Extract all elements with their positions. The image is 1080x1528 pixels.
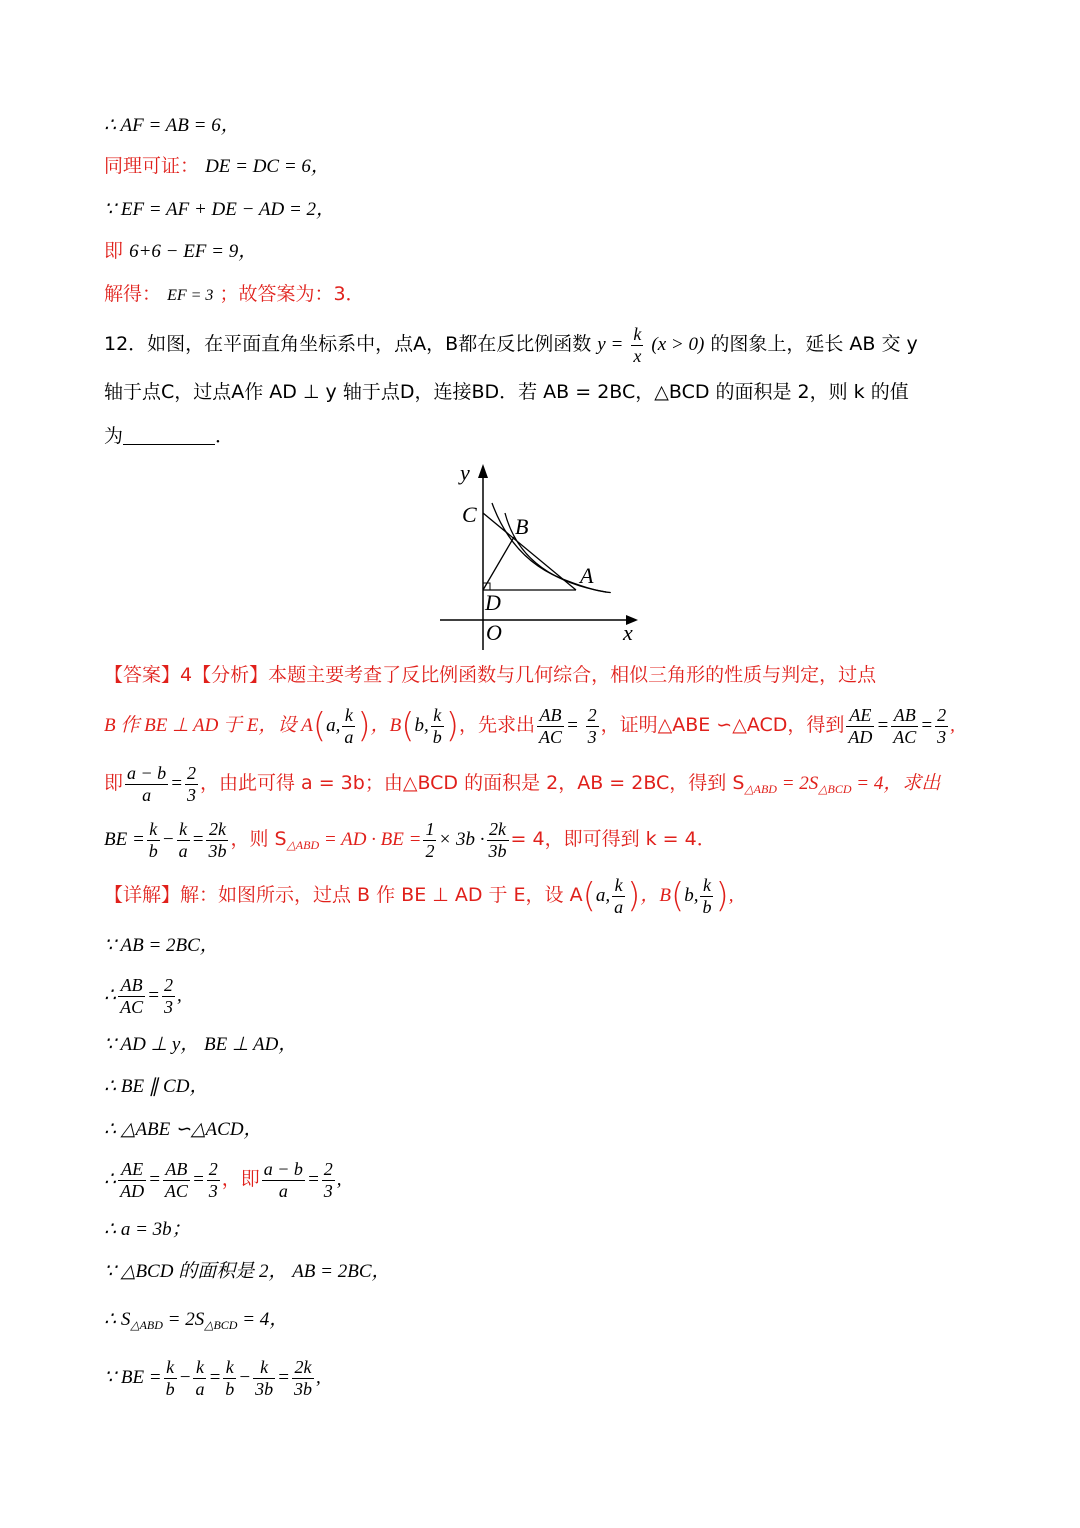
detail-step-10: ∵ BE = $\frac{k}{b}$ − $\frac{k}{a}$ = $\frac{k}{b}$ − $\frac{k}{3b}$ = $\frac{2k}{3b}$ , bbox=[104, 1356, 321, 1399]
math-expr: EF = 3 bbox=[167, 287, 214, 304]
solution-line-result bbox=[104, 285, 365, 304]
func-fraction bbox=[631, 324, 643, 366]
answer-blank bbox=[123, 426, 215, 445]
fraction-2-3-c: $\frac{2}{3}$ bbox=[187, 762, 196, 805]
numerator: k bbox=[633, 323, 642, 344]
detail-step-4: ∴ BE ∥ CD， bbox=[104, 1076, 209, 1097]
detail-step-6: ∴ $\frac{AE}{AD}$ = $\frac{AB}{AC}$ = $\frac{2}{3}$ ，即 $\frac{a - b}{a}$ = $\frac{2}{3}$ , bbox=[104, 1158, 342, 1201]
fraction-k-b: $\frac{k}{b}$ bbox=[432, 704, 442, 747]
d-label: D bbox=[485, 590, 501, 615]
answer-line-3: 即 $\frac{a - b}{a}$ = $\frac{2}{3}$ ，由此可得 a = 3b；由△BCD 的面积是 2，AB = 2BC，得到 $S_{\triangle ABD} = 2S_{\triangle BCD} = 4$，求出 bbox=[104, 762, 941, 805]
text-label: 即 bbox=[104, 240, 124, 262]
y-axis-arrow bbox=[478, 464, 488, 478]
question-text: 12．如图，在平面直角坐标系中，点A，B都在反比例函数 bbox=[104, 333, 592, 355]
detail-step-5: ∴ △ABE ∽△ACD， bbox=[104, 1119, 263, 1140]
fraction-k-a: $\frac{k}{a}$ bbox=[344, 704, 354, 747]
detail-step-1: ∵ AB = 2BC， bbox=[104, 935, 219, 956]
text-label: ；故答案为：3． bbox=[219, 283, 365, 305]
solution-line-af-ab: ∴ AF = AB = 6， bbox=[104, 115, 240, 136]
detail-line-1: 【详解】解：如图所示，过点 B 作 BE ⊥ AD 于 E，设 A(a, $\frac{k}{a}$ )，B(b, $\frac{k}{b}$ ), bbox=[104, 874, 734, 917]
line-cba bbox=[483, 513, 576, 590]
math-expr: B 作 BE ⊥ AD 于 E，设 A bbox=[104, 715, 313, 736]
x-label: x bbox=[623, 620, 633, 645]
question-text: 的图象上，延长 AB 交 y bbox=[710, 333, 918, 355]
denominator: x bbox=[633, 345, 642, 366]
fraction-2-3-b: $\frac{2}{3}$ bbox=[937, 704, 947, 747]
fraction-ab-ac-2: $\frac{AB}{AC}$ bbox=[893, 704, 917, 747]
question-text: ． bbox=[215, 425, 235, 447]
b-label: B bbox=[515, 514, 529, 539]
question-line-1 bbox=[104, 322, 918, 367]
text-label: 同理可证： bbox=[104, 155, 200, 177]
detail-step-3: ∵ AD ⊥ y， BE ⊥ AD， bbox=[104, 1034, 298, 1055]
question-line-2: 轴于点C，过点A作 AD ⊥ y 轴于点D，连接BD．若 AB = 2BC，△BCD 的面积是 2，则 k 的值 bbox=[104, 381, 909, 403]
detail-step-9: ∴ $S_{\triangle ABD} = 2S_{\triangle BCD} = 4$， bbox=[104, 1309, 289, 1332]
fraction-ae-ad: $\frac{AE}{AD}$ bbox=[848, 704, 873, 747]
coordinate-figure bbox=[430, 458, 650, 654]
o-label: O bbox=[486, 620, 502, 645]
segment-db bbox=[483, 537, 514, 590]
math-expr: DE = DC = 6， bbox=[205, 156, 330, 177]
question-text: 为 bbox=[104, 425, 124, 447]
fraction-ab-ac: $\frac{AB}{AC}$ bbox=[539, 704, 563, 747]
math-expr: 6+6 − EF = 9， bbox=[129, 241, 258, 262]
solution-line-ef: ∵ EF = AF + DE − AD = 2， bbox=[104, 199, 336, 220]
question-line-3 bbox=[104, 426, 234, 446]
c-label: C bbox=[462, 502, 477, 527]
solution-line-sum bbox=[104, 242, 257, 261]
func-condition: (x > 0) bbox=[651, 334, 705, 355]
fraction-2-3: $\frac{2}{3}$ bbox=[587, 704, 597, 747]
answer-line-4: BE = $\frac{k}{b}$ − $\frac{k}{a}$ = $\frac{2k}{3b}$ ，则 $S_{\triangle ABD}$ = AD · BE = $\frac{1}{2}$ × 3b · $\frac{2k}{3b}$ = 4，即可得到 k = 4． bbox=[104, 818, 716, 861]
a-label: A bbox=[580, 563, 594, 588]
detail-step-7: ∴ a = 3b； bbox=[104, 1219, 191, 1240]
y-label: y bbox=[460, 460, 470, 485]
detail-step-8: ∵ △BCD 的面积是 2， AB = 2BC， bbox=[104, 1261, 391, 1282]
answer-line-1: 【答案】4【分析】本题主要考查了反比例函数与几何综合，相似三角形的性质与判定，过点 bbox=[104, 664, 877, 686]
func-lhs: y = bbox=[597, 334, 624, 355]
detail-step-2: ∴ $\frac{AB}{AC}$ = $\frac{2}{3}$ , bbox=[104, 974, 182, 1017]
solution-line-de-dc bbox=[104, 157, 330, 176]
answer-line-2: B 作 BE ⊥ AD 于 E，设 A(a, $\frac{k}{a}$ )，B(b, $\frac{k}{b}$ )，先求出 $\frac{AB}{AC}$ = $\frac{2}{3}$ ，证明△ABE ∽△ACD，得到 $\frac{AE}{AD}$ = $\frac{AB}{AC}$ = $\frac{2}{3}$ , bbox=[104, 704, 955, 747]
fraction-amb-a: $\frac{a - b}{a}$ bbox=[127, 762, 167, 805]
text-label: 解得： bbox=[104, 283, 162, 305]
